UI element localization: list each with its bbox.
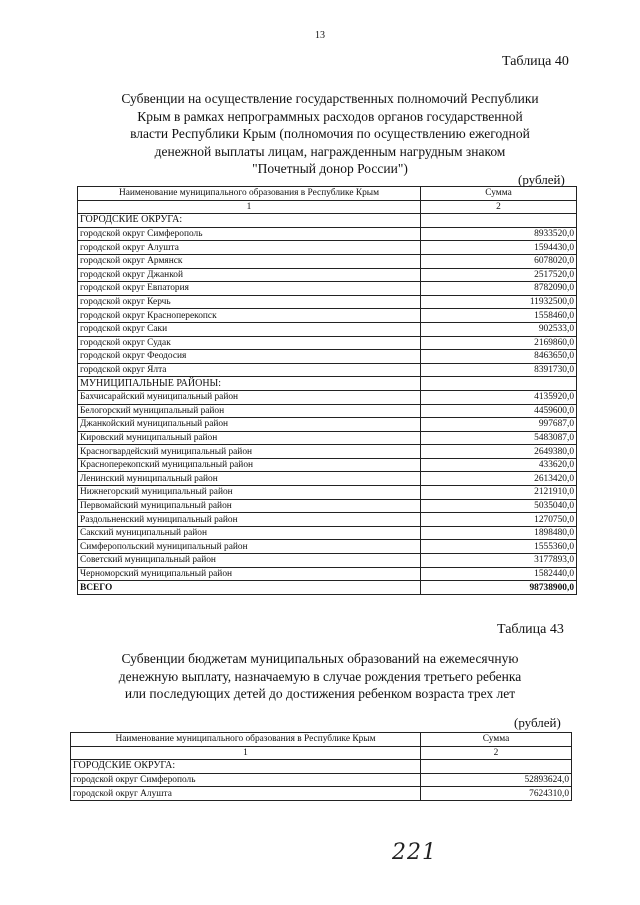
column-header-sum: Сумма — [421, 187, 577, 201]
table40-unit: (рублей) — [518, 172, 565, 187]
cell-sum: 3177893,0 — [421, 554, 577, 568]
column-header-name: Наименование муниципального образования в Республике Крым — [78, 187, 421, 201]
cell-name: городской округ Армянск — [78, 254, 421, 268]
table-row — [78, 431, 577, 445]
cell-name: Ленинский муниципальный район — [78, 472, 421, 486]
table-index-row — [71, 746, 572, 760]
cell-sum: 1898480,0 — [421, 526, 577, 540]
cell-name: городской округ Джанкой — [78, 268, 421, 282]
table-row — [78, 350, 577, 364]
table-row — [78, 363, 577, 377]
table-row — [78, 282, 577, 296]
cell-sum: 4459600,0 — [421, 404, 577, 418]
cell-sum: 902533,0 — [421, 322, 577, 336]
cell-sum: 8391730,0 — [421, 363, 577, 377]
cell-name: Симферопольский муниципальный район — [78, 540, 421, 554]
cell-name: Сакский муниципальный район — [78, 526, 421, 540]
cell-sum: 2121910,0 — [421, 486, 577, 500]
cell-name: городской округ Судак — [78, 336, 421, 350]
cell-sum: 1594430,0 — [421, 241, 577, 255]
cell-sum — [421, 760, 572, 774]
cell-name: Советский муниципальный район — [78, 554, 421, 568]
title-line: Субвенции на осуществление государственных полномочий Республики — [121, 91, 539, 106]
cell-name: Первомайский муниципальный район — [78, 499, 421, 513]
cell-name: ГОРОДСКИЕ ОКРУГА: — [78, 214, 421, 228]
cell-sum: 1558460,0 — [421, 309, 577, 323]
table-index-row — [78, 200, 577, 214]
cell-name: Бахчисарайский муниципальный район — [78, 390, 421, 404]
cell-sum: 5483087,0 — [421, 431, 577, 445]
table-section-row — [78, 214, 577, 228]
table-row — [71, 787, 572, 801]
cell-name: городской округ Алушта — [78, 241, 421, 255]
cell-sum: 2169860,0 — [421, 336, 577, 350]
cell-sum: 6078020,0 — [421, 254, 577, 268]
table-row — [78, 254, 577, 268]
table-row — [78, 241, 577, 255]
page-number: 13 — [315, 30, 325, 41]
cell-name: Черноморский муниципальный район — [78, 567, 421, 581]
title-line: Крым в рамках непрограммных расходов органов государственной — [137, 108, 523, 124]
table-total-row — [78, 581, 577, 595]
cell-name: городской округ Феодосия — [78, 350, 421, 364]
cell-name: Красноперекопский муниципальный район — [78, 458, 421, 472]
cell-name: городской округ Евпатория — [78, 282, 421, 296]
table-row — [78, 567, 577, 581]
table43-unit: (рублей) — [514, 715, 561, 730]
table-row — [78, 513, 577, 527]
table-row — [78, 322, 577, 336]
column-index-2: 2 — [421, 746, 572, 760]
title-line: Субвенции бюджетам муниципальных образований на ежемесячную — [121, 651, 519, 666]
cell-name: городской округ Саки — [78, 322, 421, 336]
cell-sum: 8933520,0 — [421, 227, 577, 241]
table-row — [78, 472, 577, 486]
cell-sum: 1582440,0 — [421, 567, 577, 581]
table-row — [78, 554, 577, 568]
cell-name: городской округ Симферополь — [78, 227, 421, 241]
title-line: денежную выплату, назначаемую в случае рождения третьего ребенка — [118, 668, 522, 684]
title-line: денежной выплаты лицам, награжденным нагрудным знаком — [154, 143, 506, 159]
table-row — [78, 309, 577, 323]
cell-sum — [421, 214, 577, 228]
cell-sum: 11932500,0 — [421, 295, 577, 309]
cell-name: Джанкойский муниципальный район — [78, 418, 421, 432]
table-row — [78, 445, 577, 459]
cell-name: городской округ Красноперекопск — [78, 309, 421, 323]
cell-name: городской округ Симферополь — [71, 773, 421, 787]
table40 — [77, 186, 577, 595]
table-header-row — [78, 187, 577, 201]
table-row — [78, 227, 577, 241]
table-row — [78, 336, 577, 350]
table-row — [78, 540, 577, 554]
cell-sum: 4135920,0 — [421, 390, 577, 404]
table-section-row — [78, 377, 577, 391]
cell-sum: 8782090,0 — [421, 282, 577, 296]
table-row — [78, 404, 577, 418]
table-section-row — [71, 760, 572, 774]
cell-name: Раздольненский муниципальный район — [78, 513, 421, 527]
column-header-name: Наименование муниципального образования в Республике Крым — [71, 733, 421, 747]
cell-name: городской округ Ялта — [78, 363, 421, 377]
cell-name: ВСЕГО — [78, 581, 421, 595]
table-row — [78, 390, 577, 404]
table40-title — [80, 90, 580, 178]
table-row — [78, 418, 577, 432]
cell-name: городской округ Керчь — [78, 295, 421, 309]
title-line: "Почетный донор России") — [252, 161, 408, 176]
cell-name: городской округ Алушта — [71, 787, 421, 801]
cell-sum: 7624310,0 — [421, 787, 572, 801]
table-row — [78, 295, 577, 309]
column-index-1: 1 — [71, 746, 421, 760]
table-header-row — [71, 733, 572, 747]
cell-sum — [421, 377, 577, 391]
column-header-sum: Сумма — [421, 733, 572, 747]
cell-sum: 2613420,0 — [421, 472, 577, 486]
table-row — [78, 486, 577, 500]
column-index-1: 1 — [78, 200, 421, 214]
table43-title — [70, 650, 570, 703]
column-index-2: 2 — [421, 200, 577, 214]
table-row — [78, 458, 577, 472]
cell-sum: 1270750,0 — [421, 513, 577, 527]
cell-sum: 8463650,0 — [421, 350, 577, 364]
cell-sum: 997687,0 — [421, 418, 577, 432]
cell-sum: 52893624,0 — [421, 773, 572, 787]
table-row — [78, 526, 577, 540]
title-line: или последующих детей до достижения ребенком возраста трех лет — [124, 686, 516, 701]
table-row — [71, 773, 572, 787]
table43-label: Таблица 43 — [497, 622, 564, 637]
cell-sum: 2649380,0 — [421, 445, 577, 459]
cell-name: МУНИЦИПАЛЬНЫЕ РАЙОНЫ: — [78, 377, 421, 391]
title-line: власти Республики Крым (полномочия по осуществлению ежегодной — [130, 126, 530, 141]
table40-label: Таблица 40 — [502, 54, 569, 69]
cell-sum: 1555360,0 — [421, 540, 577, 554]
cell-name: Нижнегорский муниципальный район — [78, 486, 421, 500]
handwritten-page-number: 221 — [392, 840, 437, 865]
table-row — [78, 268, 577, 282]
cell-name: Красногвардейский муниципальный район — [78, 445, 421, 459]
table-row — [78, 499, 577, 513]
cell-name: Кировский муниципальный район — [78, 431, 421, 445]
cell-sum: 5035040,0 — [421, 499, 577, 513]
cell-sum: 2517520,0 — [421, 268, 577, 282]
table43 — [70, 732, 572, 801]
cell-sum: 98738900,0 — [421, 581, 577, 595]
cell-sum: 433620,0 — [421, 458, 577, 472]
cell-name: Белогорский муниципальный район — [78, 404, 421, 418]
cell-name: ГОРОДСКИЕ ОКРУГА: — [71, 760, 421, 774]
